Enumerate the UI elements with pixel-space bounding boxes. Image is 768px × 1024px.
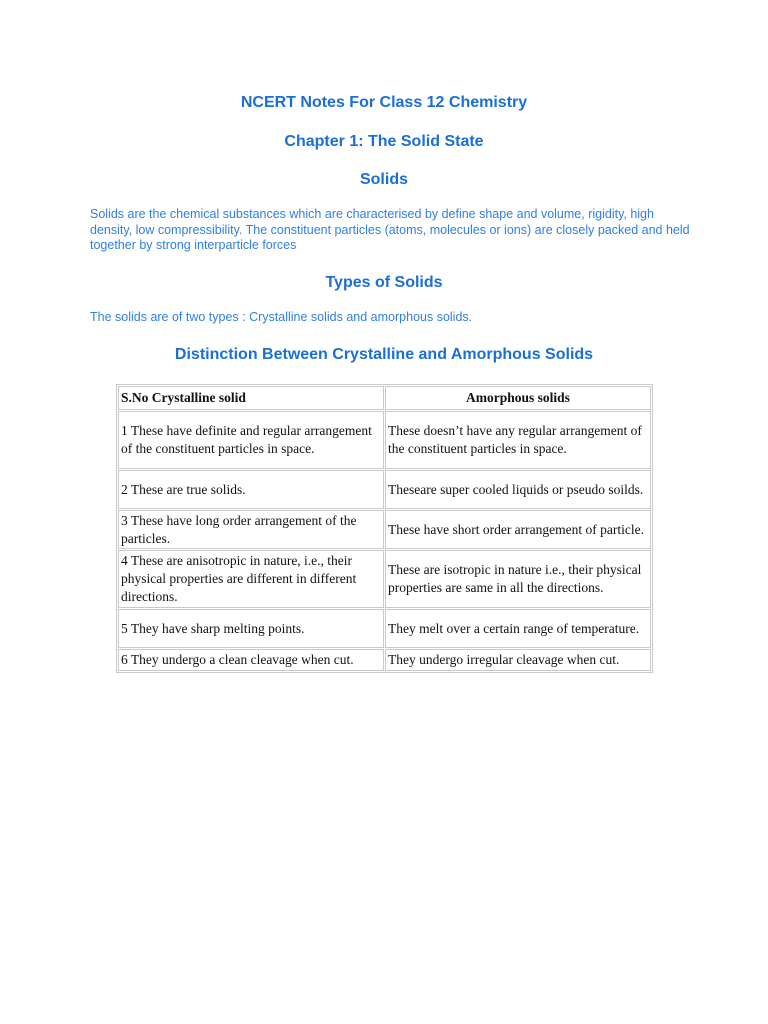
solids-heading: Solids [359,171,408,188]
table-cell-crystalline: 6 They undergo a clean cleavage when cut. [118,649,384,671]
table-cell-amorphous: They melt over a certain range of temperature. [385,609,651,648]
table-row [118,510,651,549]
solids-paragraph: Solids are the chemical substances which are characterised by define shape and volume, rigidity, high density, low compressibility. The constituent particles (atoms, molecules or ions) are closely packed and held together by strong interparticle forces [90,207,690,252]
table-cell-amorphous: Theseare super cooled liquids or pseudo soilds. [385,470,651,509]
table-row [118,649,651,671]
table-header-row [118,386,651,410]
table-cell-amorphous: These doesn’t have any regular arrangement of the constituent particles in space. [385,411,651,469]
chapter-heading: Chapter 1: The Solid State [284,133,484,150]
types-of-solids-heading: Types of Solids [325,274,443,291]
table-cell-crystalline: 1 These have definite and regular arrangement of the constituent particles in space. [118,411,384,469]
table-row [118,609,651,648]
table-cell-crystalline: 5 They have sharp melting points. [118,609,384,648]
table-cell-amorphous: They undergo irregular cleavage when cut. [385,649,651,671]
table-cell-crystalline: 2 These are true solids. [118,470,384,509]
document-title: NCERT Notes For Class 12 Chemistry [240,94,528,111]
table-row [118,470,651,509]
table-header-cell-amorphous: Amorphous solids [385,386,651,410]
table-cell-amorphous: These are isotropic in nature i.e., their physical properties are same in all the directions. [385,550,651,608]
table-cell-amorphous: These have short order arrangement of particle. [385,510,651,549]
types-of-solids-paragraph: The solids are of two types : Crystalline solids and amorphous solids. [90,310,473,324]
table-row [118,550,651,608]
table-header-cell-crystalline: S.No Crystalline solid [118,386,384,410]
distinction-heading: Distinction Between Crystalline and Amorphous Solids [174,346,594,363]
table-cell-crystalline: 4 These are anisotropic in nature, i.e., their physical properties are different in different directions. [118,550,384,608]
distinction-table [116,384,653,673]
table-row [118,411,651,469]
table-cell-crystalline: 3 These have long order arrangement of the particles. [118,510,384,549]
